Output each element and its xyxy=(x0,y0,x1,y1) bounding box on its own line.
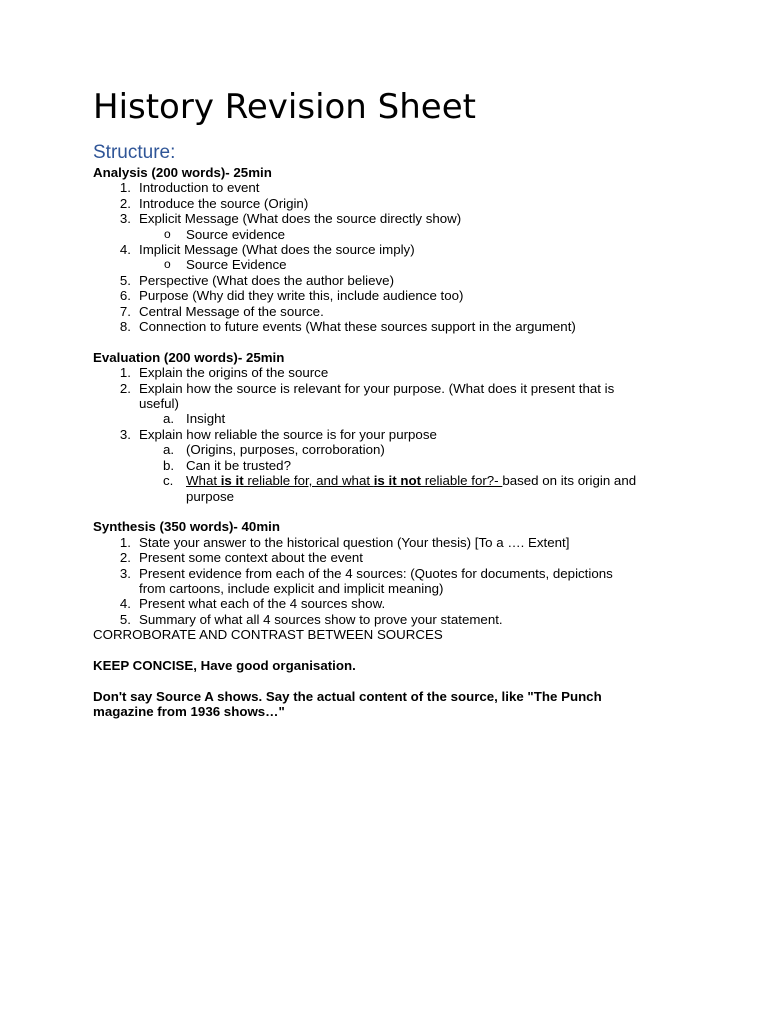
sub-list-item xyxy=(93,227,683,242)
list-item-text: Implicit Message (What does the source imply) xyxy=(139,242,415,258)
list-item-text: Explain how reliable the source is for your purpose xyxy=(139,426,437,442)
list-item-text: Source Evidence xyxy=(186,257,287,273)
list-item xyxy=(93,288,683,303)
bold-text-run: is it xyxy=(220,473,244,489)
list-item xyxy=(93,180,683,195)
structure-heading: Structure: xyxy=(93,142,176,163)
underlined-text xyxy=(186,473,502,488)
corroborate-note: CORROBORATE AND CONTRAST BETWEEN SOURCES xyxy=(93,627,443,643)
list-number: 5. xyxy=(119,611,131,627)
list-item-text: (Origins, purposes, corroboration) xyxy=(186,442,385,458)
dont-say-line-1: Don't say Source A shows. Say the actual content of the source, like "The Punch xyxy=(93,688,602,704)
list-letter: c. xyxy=(163,473,174,489)
list-number: 2. xyxy=(119,380,131,396)
sub-list-item xyxy=(93,257,683,272)
list-item-text: Present what each of the 4 sources show. xyxy=(139,596,386,612)
list-letter: a. xyxy=(163,411,175,427)
analysis-list xyxy=(93,180,683,334)
evaluation-list xyxy=(93,365,683,504)
list-item-text: Explain how the source is relevant for your purpose. (What does it present that is xyxy=(139,380,615,396)
list-item-text: Purpose (Why did they write this, include audience too) xyxy=(139,288,464,304)
paragraph-gap xyxy=(93,643,683,658)
synthesis-title: Synthesis (350 words)- 40min xyxy=(93,519,280,535)
list-number: 4. xyxy=(119,596,131,612)
paragraph-gap xyxy=(93,673,683,688)
list-number: 3. xyxy=(119,565,131,581)
list-item xyxy=(93,273,683,288)
paragraph-gap xyxy=(93,504,683,519)
list-number: 5. xyxy=(119,272,131,288)
list-item xyxy=(93,566,683,581)
list-number: 7. xyxy=(119,303,131,319)
list-number: 1. xyxy=(119,534,131,550)
list-item xyxy=(93,196,683,211)
list-item-text: Insight xyxy=(186,411,226,427)
sub-list-item xyxy=(93,458,683,473)
list-number: 2. xyxy=(119,195,131,211)
list-item-text: Central Message of the source. xyxy=(139,303,324,319)
sub-list-item xyxy=(93,411,683,426)
list-item xyxy=(93,211,683,226)
text-run: What xyxy=(186,473,221,489)
list-item-text: Perspective (What does the author believe) xyxy=(139,272,394,288)
list-number: 1. xyxy=(119,180,131,196)
list-item xyxy=(93,612,683,627)
text-run: reliable for, and what xyxy=(243,473,374,489)
bullet-marker: o xyxy=(164,257,171,272)
list-item-text: Present evidence from each of the 4 sources: (Quotes for documents, depictions xyxy=(139,565,613,581)
list-item xyxy=(93,365,683,380)
sub-list-item xyxy=(93,442,683,457)
evaluation-title: Evaluation (200 words)- 25min xyxy=(93,349,285,365)
list-letter: b. xyxy=(163,457,175,473)
list-item-text: Introduce the source (Origin) xyxy=(139,195,309,211)
text-run: based on its origin and xyxy=(502,473,637,489)
list-number: 6. xyxy=(119,288,131,304)
list-item-text: Summary of what all 4 sources show to prove your statement. xyxy=(139,611,503,627)
list-item-text: purpose xyxy=(186,488,235,504)
list-item-continuation xyxy=(93,396,683,411)
list-item xyxy=(93,535,683,550)
list-number: 8. xyxy=(119,319,131,335)
list-number: 4. xyxy=(119,242,131,258)
synthesis-list xyxy=(93,535,683,627)
list-item-text: Connection to future events (What these sources support in the argument) xyxy=(139,319,576,335)
list-item-text: useful) xyxy=(139,396,179,412)
list-item-continuation xyxy=(93,581,683,596)
bold-text-run: is it not xyxy=(373,473,422,489)
dont-say-note xyxy=(93,689,683,720)
list-item-text: Introduction to event xyxy=(139,180,260,196)
list-item xyxy=(93,319,683,334)
dont-say-line-2: magazine from 1936 shows…" xyxy=(93,704,285,720)
sub-list-item-continuation xyxy=(93,489,683,504)
document-page xyxy=(93,86,683,720)
list-item xyxy=(93,242,683,257)
list-item xyxy=(93,381,683,396)
list-item xyxy=(93,596,683,611)
list-item xyxy=(93,304,683,319)
bullet-marker: o xyxy=(164,226,171,241)
keep-concise-note: KEEP CONCISE, Have good organisation. xyxy=(93,657,356,673)
sub-list-item xyxy=(93,473,683,488)
list-item-text: Present some context about the event xyxy=(139,550,363,566)
list-item-text: State your answer to the historical question (Your thesis) [To a …. Extent] xyxy=(139,534,570,550)
analysis-title: Analysis (200 words)- 25min xyxy=(93,165,272,180)
list-item xyxy=(93,427,683,442)
list-number: 3. xyxy=(119,426,131,442)
text-run: reliable for?- xyxy=(421,473,503,489)
page-title: History Revision Sheet xyxy=(93,87,476,127)
list-letter: a. xyxy=(163,442,175,458)
list-item-text: Explicit Message (What does the source directly show) xyxy=(139,211,462,227)
list-item xyxy=(93,550,683,565)
list-item-text: from cartoons, include explicit and implicit meaning) xyxy=(139,580,444,596)
list-number: 1. xyxy=(119,365,131,381)
paragraph-gap xyxy=(93,334,683,349)
list-item-text: Source evidence xyxy=(186,226,286,242)
list-number: 3. xyxy=(119,211,131,227)
list-item-text: Explain the origins of the source xyxy=(139,365,329,381)
list-item-text: Can it be trusted? xyxy=(186,457,291,473)
list-number: 2. xyxy=(119,550,131,566)
